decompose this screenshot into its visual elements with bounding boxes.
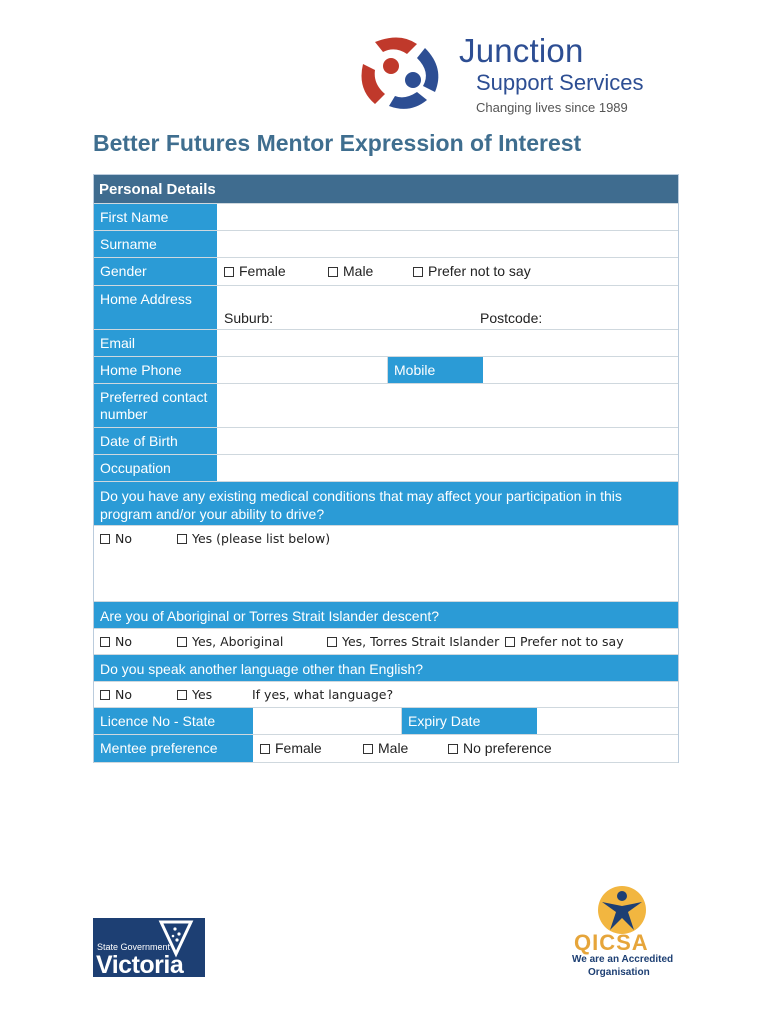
medical-no-label: No — [115, 531, 132, 546]
checkbox-icon — [224, 267, 234, 277]
gender-label: Gender — [94, 258, 218, 285]
aboriginal-answer — [94, 629, 678, 654]
occupation-label: Occupation — [94, 455, 218, 481]
language-no-option[interactable] — [100, 687, 132, 702]
row-language-answer — [94, 682, 678, 708]
email-label: Email — [94, 330, 218, 356]
checkbox-icon — [505, 637, 515, 647]
mentee-male-option[interactable] — [363, 740, 408, 756]
junction-people-icon — [355, 34, 447, 112]
victoria-government-logo — [93, 918, 205, 977]
gender-prefer-option[interactable] — [413, 263, 531, 279]
qicsa-accredited: We are an Accredited — [572, 954, 674, 965]
qicsa-name: QICSA — [574, 930, 649, 955]
logo-name: Junction — [459, 32, 584, 69]
row-gender — [94, 258, 678, 286]
row-licence — [94, 708, 678, 735]
vic-state-government: State Government — [97, 942, 171, 952]
mentor-form — [93, 174, 679, 763]
medical-no-option[interactable] — [100, 531, 132, 546]
aboriginal-no-label: No — [115, 634, 132, 649]
checkbox-icon — [177, 534, 187, 544]
aboriginal-yes-label: Yes, Aboriginal — [192, 634, 284, 649]
language-yes-option[interactable] — [177, 687, 212, 702]
language-question: Do you speak another language other than English? — [94, 655, 678, 681]
logo-tagline: Changing lives since 1989 — [476, 100, 628, 115]
mentee-female-label: Female — [275, 740, 322, 756]
row-first-name — [94, 204, 678, 231]
row-home-address — [94, 286, 678, 330]
occupation-field[interactable] — [218, 455, 678, 481]
medical-yes-label: Yes (please list below) — [192, 531, 331, 546]
row-email — [94, 330, 678, 357]
language-if-yes-label: If yes, what language? — [252, 687, 394, 702]
expiry-field[interactable] — [538, 708, 678, 734]
row-medical-answer — [94, 526, 678, 602]
row-surname — [94, 231, 678, 258]
checkbox-icon — [100, 534, 110, 544]
checkbox-icon — [177, 637, 187, 647]
medical-yes-option[interactable] — [177, 531, 330, 546]
aboriginal-prefer-option[interactable] — [505, 634, 624, 649]
checkbox-icon — [363, 744, 373, 754]
language-yes-label: Yes — [192, 687, 213, 702]
row-aboriginal-question — [94, 602, 678, 629]
aboriginal-prefer-label: Prefer not to say — [520, 634, 624, 649]
medical-question: Do you have any existing medical conditions that may affect your participation in this program and/or your ability to drive? — [94, 482, 678, 525]
language-no-label: No — [115, 687, 132, 702]
qicsa-organisation: Organisation — [588, 967, 650, 978]
mentee-none-label: No preference — [463, 740, 552, 756]
junction-logo — [355, 30, 675, 120]
gender-options — [218, 258, 678, 285]
mobile-label: Mobile — [388, 357, 484, 383]
mentee-female-option[interactable] — [260, 740, 322, 756]
mentee-label: Mentee preference — [94, 735, 254, 762]
row-phone — [94, 357, 678, 384]
page-title: Better Futures Mentor Expression of Interest — [93, 130, 582, 156]
row-aboriginal-answer — [94, 629, 678, 655]
licence-label: Licence No - State — [94, 708, 254, 734]
checkbox-icon — [328, 267, 338, 277]
mentee-options — [254, 735, 678, 762]
mentee-male-label: Male — [378, 740, 409, 756]
checkbox-icon — [448, 744, 458, 754]
row-preferred-contact — [94, 384, 678, 428]
checkbox-icon — [100, 637, 110, 647]
preferred-contact-label: Preferred contact number — [94, 384, 218, 427]
gender-male-label: Male — [343, 263, 374, 279]
expiry-label: Expiry Date — [402, 708, 538, 734]
licence-field[interactable] — [254, 708, 402, 734]
first-name-label: First Name — [94, 204, 218, 230]
mentee-none-option[interactable] — [448, 740, 552, 756]
checkbox-icon — [413, 267, 423, 277]
postcode-label: Postcode: — [480, 310, 543, 326]
row-dob — [94, 428, 678, 455]
home-phone-field[interactable] — [218, 357, 388, 383]
qicsa-logo — [566, 874, 676, 984]
medical-answer-field[interactable] — [94, 526, 678, 601]
language-answer — [94, 682, 678, 707]
checkbox-icon — [327, 637, 337, 647]
section-personal-details: Personal Details — [94, 175, 678, 204]
gender-prefer-label: Prefer not to say — [428, 263, 531, 279]
checkbox-icon — [260, 744, 270, 754]
surname-label: Surname — [94, 231, 218, 257]
home-phone-label: Home Phone — [94, 357, 218, 383]
aboriginal-yes-option[interactable] — [177, 634, 283, 649]
dob-label: Date of Birth — [94, 428, 218, 454]
gender-male-option[interactable] — [328, 263, 373, 279]
row-medical-question — [94, 482, 678, 526]
gender-female-option[interactable] — [224, 263, 286, 279]
email-field[interactable] — [218, 330, 678, 356]
home-address-field[interactable] — [218, 286, 678, 329]
suburb-label: Suburb: — [224, 310, 274, 326]
torres-option[interactable] — [327, 634, 499, 649]
row-occupation — [94, 455, 678, 482]
checkbox-icon — [177, 690, 187, 700]
aboriginal-question: Are you of Aboriginal or Torres Strait Islander descent? — [94, 602, 678, 628]
gender-female-label: Female — [239, 263, 286, 279]
aboriginal-no-option[interactable] — [100, 634, 132, 649]
logo-subname: Support Services — [476, 70, 644, 95]
torres-label: Yes, Torres Strait Islander — [342, 634, 500, 649]
preferred-contact-field[interactable] — [218, 384, 678, 427]
surname-field[interactable] — [218, 231, 678, 257]
row-mentee — [94, 735, 678, 763]
dob-field[interactable] — [218, 428, 678, 454]
first-name-field[interactable] — [218, 204, 678, 230]
mobile-field[interactable] — [484, 357, 678, 383]
row-language-question — [94, 655, 678, 682]
checkbox-icon — [100, 690, 110, 700]
vic-victoria: Victoria — [96, 951, 184, 979]
home-address-label: Home Address — [94, 286, 218, 329]
